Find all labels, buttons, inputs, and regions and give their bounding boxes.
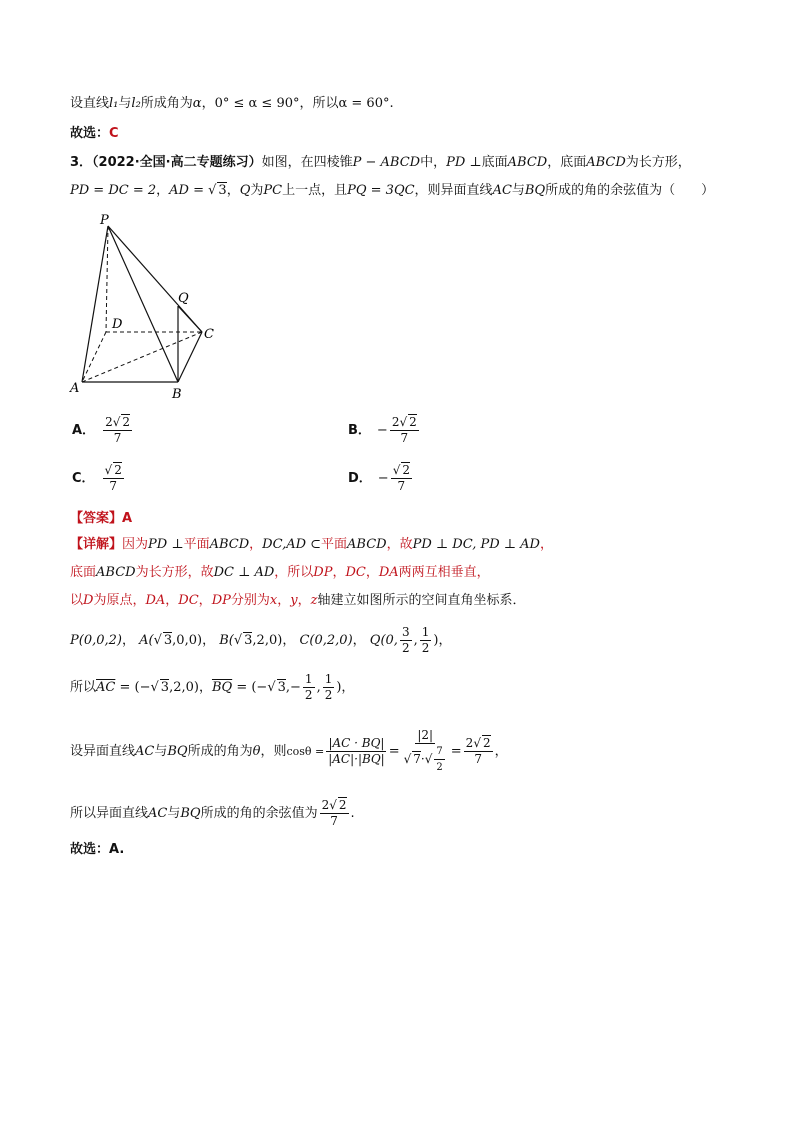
- final-line: 所以异面直线AC与BQ所成的角的余弦值为 $\frac{2√ 2}{7}$ .: [70, 798, 355, 828]
- option-d[interactable]: D． − $\frac{√ 2}{7}$: [348, 463, 410, 493]
- vertex-label-q: Q: [178, 291, 189, 306]
- vertex-label-b: B: [172, 387, 182, 402]
- pyramid-figure: [60, 210, 240, 405]
- coordinates-line: P(0,0,2)， A(√ 3,0,0)， B(√ 3,2,0)， C(0,2,0)， Q(0, $\frac{3}{2}$ , $\frac{1}{2}$ )，: [70, 625, 452, 655]
- answer-line: 【答案】A: [70, 511, 133, 526]
- problem-line-1: 3．（2022·全国·高二专题练习）如图，在四棱锥P − ABCD中，PD ⊥底面ABCD，底面ABCD为长方形，: [70, 155, 691, 170]
- edge-pa: [82, 226, 108, 382]
- detail-line-3: 以D为原点，DA，DC，DP分别为x，y，z轴建立如图所示的空间直角坐标系．: [70, 593, 526, 608]
- option-a[interactable]: A． $\frac{2√ 2}{7}$: [72, 415, 130, 445]
- vertex-label-c: C: [204, 327, 214, 342]
- detail-line-2: 底面ABCD为长方形，故DC ⊥ AD，所以DP，DC，DA两两互相垂直，: [70, 565, 490, 580]
- detail-line-1: 【详解】因为PD ⊥平面ABCD，DC,AD ⊂平面ABCD，故PD ⊥ DC, PD ⊥ AD，: [70, 537, 553, 552]
- vertex-label-d: D: [112, 317, 123, 332]
- edge-pd-hidden: [106, 226, 108, 332]
- option-b[interactable]: B． − $\frac{2√ 2}{7}$: [348, 415, 417, 445]
- segment-qc: [178, 306, 202, 332]
- previous-answer: 故选：C: [70, 126, 119, 141]
- edge-bc: [178, 332, 202, 382]
- previous-solution-line: 设直线l₁与l₂所成角为α，0° ≤ α ≤ 90°，所以α = 60°.: [70, 96, 394, 111]
- option-c[interactable]: C． $\frac{√ 2}{7}$: [72, 463, 122, 493]
- vertex-label-p: P: [100, 213, 109, 228]
- vertex-label-a: A: [70, 381, 80, 396]
- cosine-line: 设异面直线AC与BQ所成的角为θ，则cosθ = $\frac{|AC \cdot BQ|}{|AC|\cdot|BQ|}$ = |2| √ 7·√ $\frac{7}{2}$ = $\frac{2√ 2}{7}$ ，: [70, 728, 508, 773]
- problem-line-2: PD = DC = 2，AD = √ 3，Q为PC上一点，且PQ = 3QC，则异面直线AC与BQ所成的角的余弦值为（ ）: [70, 183, 715, 198]
- edge-pb: [108, 226, 178, 382]
- diagonal-ac-hidden: [82, 332, 202, 382]
- vectors-line: 所以$\overline{AC}$ = (−√ 3,2,0)，$\overline{BQ}$ = (−√ 3,− $\frac{1}{2}$ , $\frac{1}{2}$ )，: [70, 672, 355, 702]
- final-choice: 故选：A.: [70, 842, 125, 857]
